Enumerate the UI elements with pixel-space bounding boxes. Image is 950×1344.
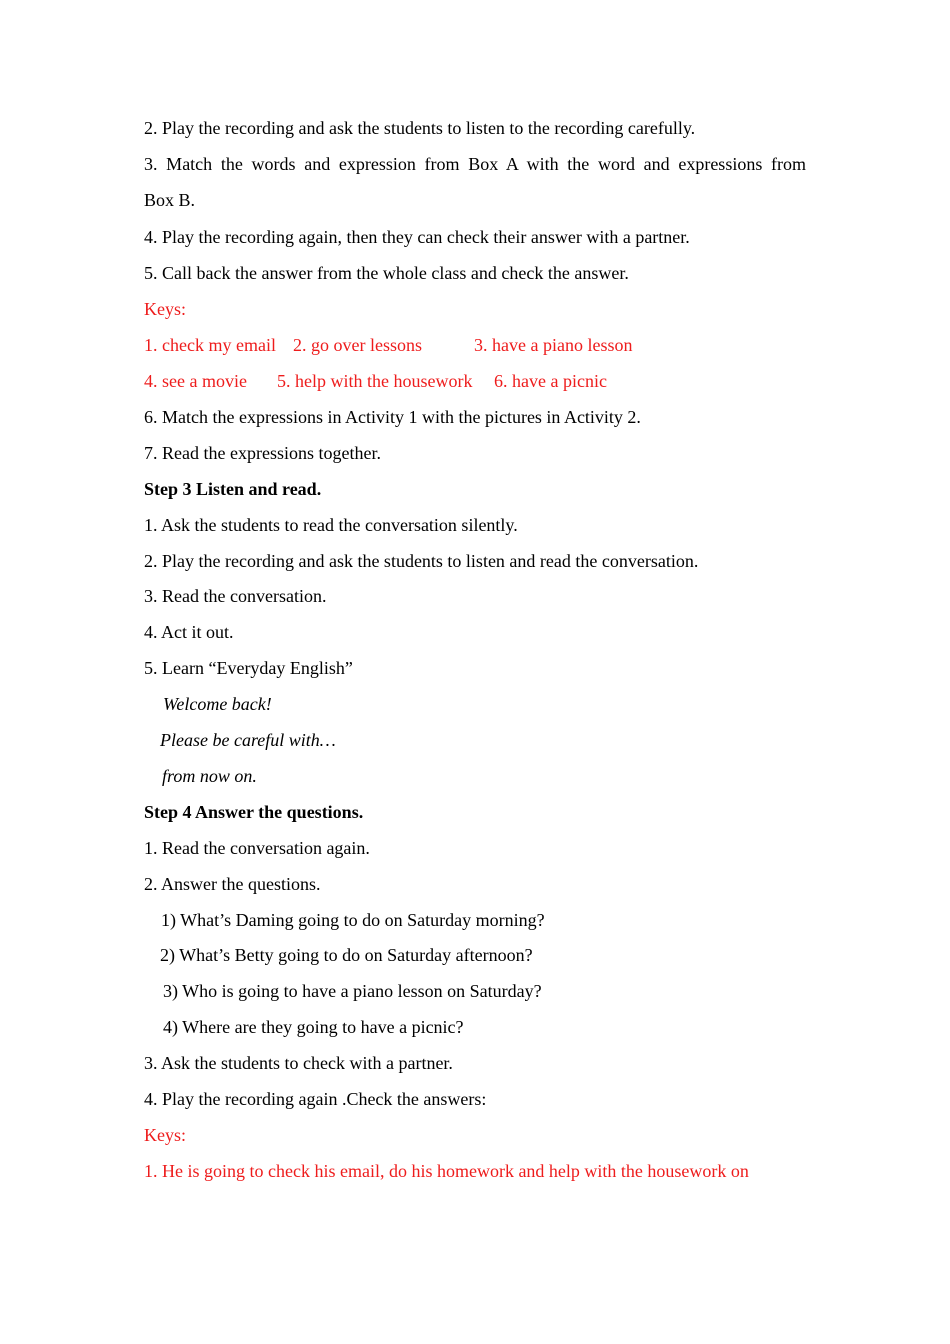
key-item: 4. see a movie	[144, 371, 247, 391]
expression-line: from now on.	[162, 766, 257, 786]
instruction-line: 4. Act it out.	[144, 622, 234, 642]
step-heading: Step 4 Answer the questions.	[144, 802, 364, 822]
keys-label: Keys:	[144, 1125, 186, 1145]
instruction-line: 2. Answer the questions.	[144, 874, 321, 894]
instruction-line: 2. Play the recording and ask the students to listen to the recording carefully.	[144, 118, 696, 138]
expression-line: Welcome back!	[163, 694, 272, 714]
instruction-line: 4. Play the recording again .Check the answers:	[144, 1089, 487, 1109]
expression-line: Please be careful with…	[160, 730, 336, 750]
instruction-line: Box B.	[144, 190, 196, 210]
key-item: 3. have a piano lesson	[474, 335, 633, 355]
instruction-line: 7. Read the expressions together.	[144, 443, 381, 463]
instruction-line: 4. Play the recording again, then they can check their answer with a partner.	[144, 227, 690, 247]
instruction-line: 1. Ask the students to read the conversation silently.	[144, 515, 518, 535]
instruction-line: 3. Match the words and expression from Box A with the word and expressions from	[144, 154, 806, 174]
key-item: 5. help with the housework	[277, 371, 473, 391]
question-line: 1) What’s Daming going to do on Saturday morning?	[161, 910, 545, 930]
instruction-line: 2. Play the recording and ask the students to listen and read the conversation.	[144, 551, 699, 571]
instruction-line: 5. Learn “Everyday English”	[144, 658, 353, 678]
keys-label: Keys:	[144, 299, 186, 319]
question-line: 3) Who is going to have a piano lesson on Saturday?	[163, 981, 542, 1001]
key-item: 1. check my email	[144, 335, 276, 355]
instruction-line: 1. Read the conversation again.	[144, 838, 370, 858]
key-item: 6. have a picnic	[494, 371, 607, 391]
key-item: 2. go over lessons	[293, 335, 422, 355]
instruction-line: 5. Call back the answer from the whole class and check the answer.	[144, 263, 629, 283]
question-line: 2) What’s Betty going to do on Saturday afternoon?	[160, 945, 533, 965]
instruction-line: 3. Ask the students to check with a partner.	[144, 1053, 453, 1073]
answer-line: 1. He is going to check his email, do his homework and help with the housework on	[144, 1161, 749, 1181]
instruction-line: 6. Match the expressions in Activity 1 with the pictures in Activity 2.	[144, 407, 641, 427]
question-line: 4) Where are they going to have a picnic?	[163, 1017, 464, 1037]
step-heading: Step 3 Listen and read.	[144, 479, 322, 499]
instruction-line: 3. Read the conversation.	[144, 586, 327, 606]
